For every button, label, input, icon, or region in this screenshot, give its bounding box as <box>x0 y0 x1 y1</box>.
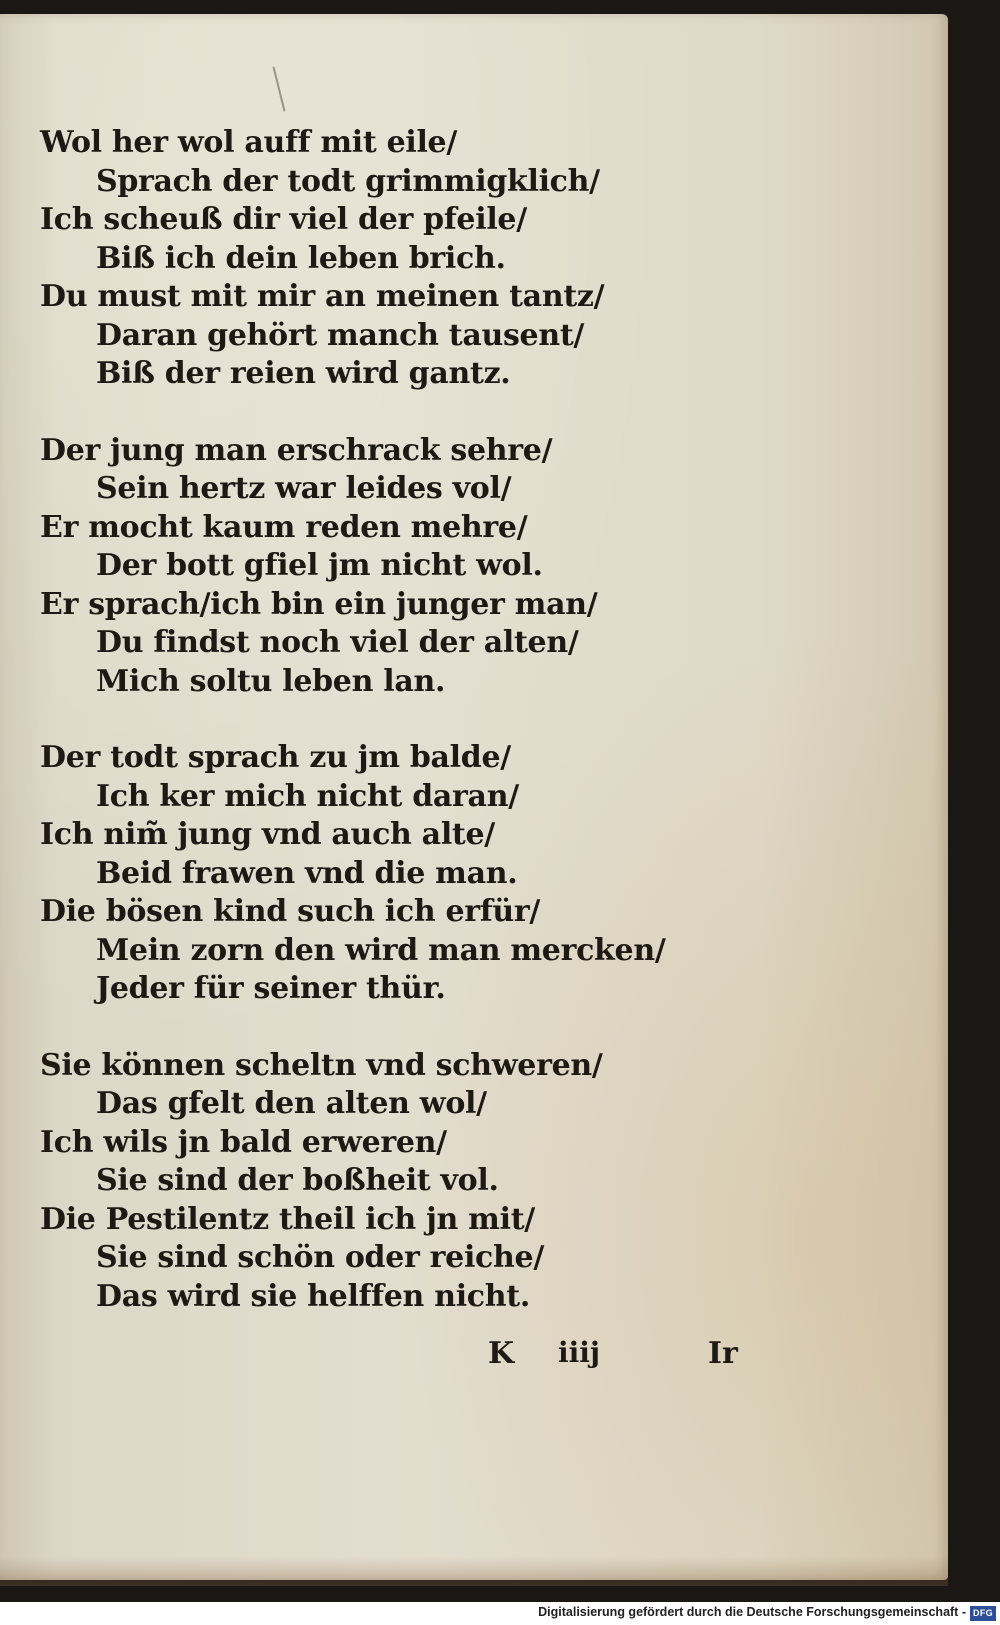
verse-line: Der todt sprach zu jm balde/ <box>40 740 511 775</box>
verse-line: Der bott gfiel jm nicht wol. <box>96 548 543 583</box>
verse-line: Mein zorn den wird man mercken/ <box>96 932 666 968</box>
verse-line: Er sprach/ich bin ein junger man/ <box>40 586 598 622</box>
verse-line: Sprach der todt grimmigklich/ <box>96 163 600 199</box>
catchword: Ir <box>708 1336 738 1371</box>
funding-notice: Digitalisierung gefördert durch die Deutsche Forschungsgemeinschaft - <box>538 1605 966 1619</box>
verse-line: Beid frawen vnd die man. <box>96 855 518 891</box>
stanza-3 <box>40 739 680 1009</box>
folio-number: iiij <box>558 1336 601 1369</box>
paper-fiber-mark <box>272 66 285 111</box>
stanza-2 <box>40 432 680 702</box>
verse-line: Die Pestilentz theil ich jn mit/ <box>40 1201 535 1237</box>
verse-line: Biß der reien wird gantz. <box>96 356 511 391</box>
verse-line: Daran gehört manch tausent/ <box>96 317 585 353</box>
verse-line: Ich scheuß dir viel der pfeile/ <box>40 202 527 237</box>
signature-mark: K <box>488 1336 515 1371</box>
stanza-4 <box>40 1047 680 1317</box>
verse-line: Die bösen kind such ich erfür/ <box>40 894 541 929</box>
verse-line: Das wird sie helffen nicht. <box>96 1278 530 1314</box>
catchline <box>488 1336 788 1380</box>
stanza-1 <box>40 124 680 394</box>
verse-line: Du findst noch viel der alten/ <box>96 625 579 660</box>
footer-bar <box>0 1602 1000 1625</box>
verse-line: Ich ker mich nicht daran/ <box>96 778 519 814</box>
verse-line: Sie sind schön oder reiche/ <box>96 1240 544 1275</box>
verse-line: Ich wils jn bald erweren/ <box>40 1124 447 1160</box>
verse-line: Jeder für seiner thür. <box>96 971 446 1006</box>
verse-line: Biß ich dein leben brich. <box>96 240 506 276</box>
book-page <box>0 14 948 1580</box>
verse-line: Sie können scheltn vnd schweren/ <box>40 1047 603 1083</box>
verse-line: Du must mit mir an meinen tantz/ <box>40 279 605 314</box>
verse-line: Sein hertz war leides vol/ <box>96 471 512 506</box>
verse-block <box>40 124 680 1354</box>
verse-line: Ich nim̃ jung vnd auch alte/ <box>40 817 495 852</box>
verse-line: Der jung man erschrack sehre/ <box>40 432 553 468</box>
verse-line: Mich soltu leben lan. <box>96 663 446 699</box>
verse-line: Er mocht kaum reden mehre/ <box>40 509 528 545</box>
verse-line: Sie sind der boßheit vol. <box>96 1163 499 1198</box>
verse-line: Das gfelt den alten wol/ <box>96 1086 487 1121</box>
dfg-logo: DFG <box>970 1606 996 1621</box>
page-bottom-edge <box>0 1556 948 1586</box>
verse-line: Wol her wol auff mit eile/ <box>40 125 457 160</box>
